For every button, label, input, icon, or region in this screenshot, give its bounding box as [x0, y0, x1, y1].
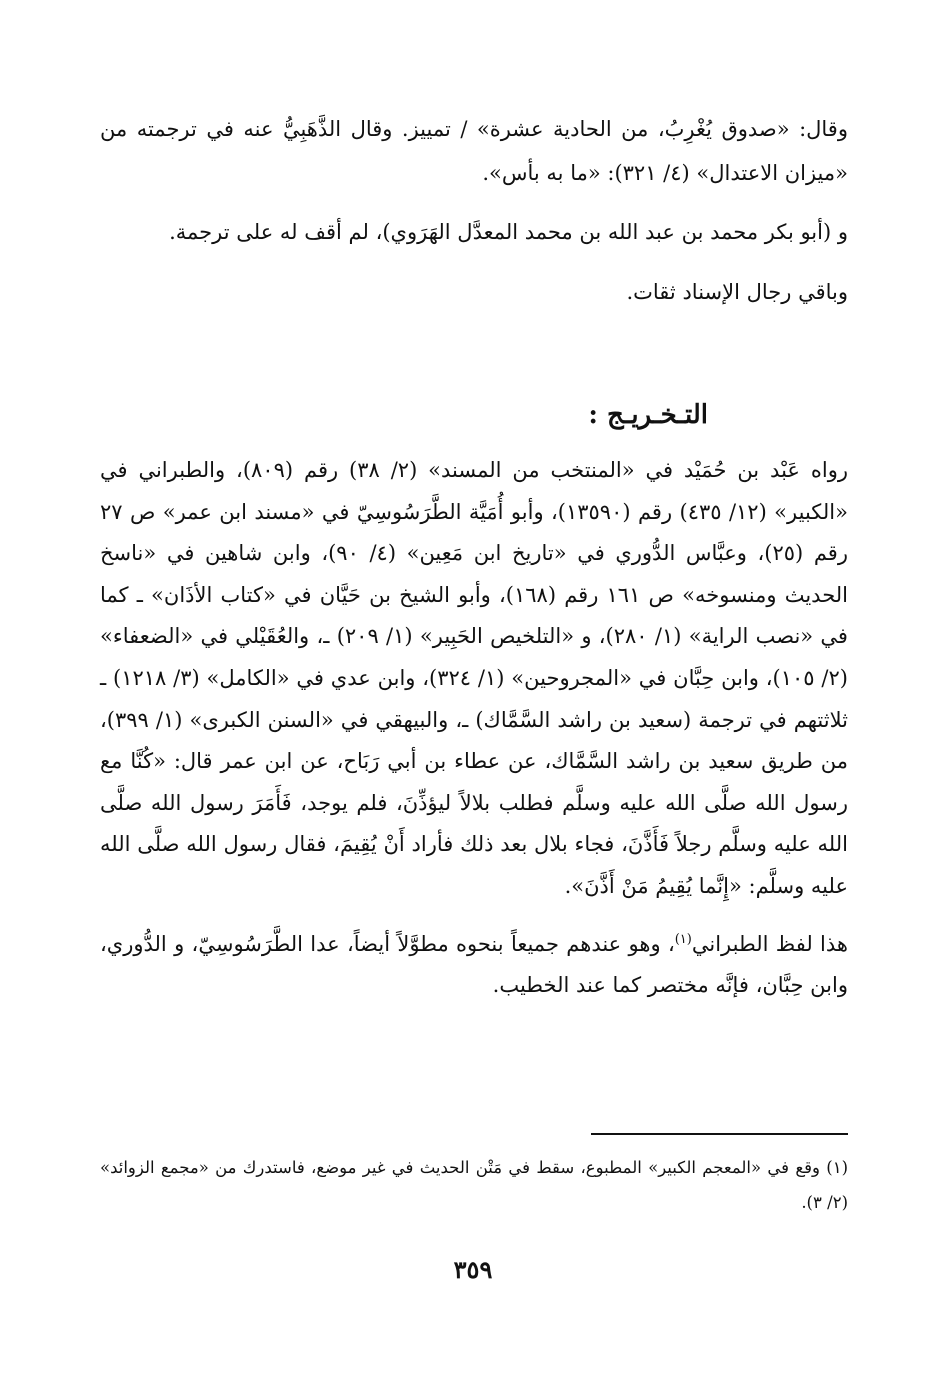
paragraph-closing	[100, 924, 848, 1007]
paragraph-narrator-note: وقال: «صدوق يُغْرِبُ، من الحادية عشرة» / تمييز. وقال الذَّهَبِيُّ عنه في ترجمته من «ميزان الاعتدال» (٤/ ٣٢١): «ما به بأس».	[100, 117, 848, 185]
page-number: ٣٥٩	[453, 1255, 493, 1284]
closing-text-start: هذا لفظ الطبراني	[691, 931, 848, 956]
takhrij-section	[100, 450, 848, 1023]
paragraph-remaining-narrators: وباقي رجال الإسناد ثقات.	[626, 279, 848, 304]
footnote-text: (١) وقع في «المعجم الكبير» المطبوع، سقط في مَتْن الحديث في غير موضع، فاستدرك من «مجمع الزوائد» (٢/ ٣).	[100, 1158, 848, 1212]
footnote-section	[100, 1150, 848, 1220]
paragraph-abu-bakr: و (أبو بكر محمد بن عبد الله بن محمد المعدَّل الهَرَوي)، لم أقف له على ترجمة.	[169, 220, 848, 244]
paragraph-takhrij: رواه عَبْد بن حُمَيْد في «المنتخب من المسند» (٢/ ٣٨) رقم (٨٠٩)، والطبراني في «الكبير» (١٢/ ٤٣٥) رقم (١٣٥٩٠)، وأبو أُمَيَّة الطَّرَسُوسِيّ في «مسند ابن عمر» ص ٢٧ رقم (٢٥)، وعبَّاس الدُّوري في «تاريخ ابن مَعِين» (٤/ ٩٠)، وابن شاهين في «ناسخ الحديث ومنسوخه» ص ١٦١ رقم (١٦٨)، وأبو الشيخ بن حَيَّان في «كتاب الأذَان» ـ كما في «نصب الراية» (١/ ٢٨٠)، و «التلخيص الحَبِير» (١/ ٢٠٩) ـ، والعُقَيْلي في «الضعفاء» (٢/ ١٠٥)، وابن حِبَّان في «المجروحين» (١/ ٣٢٤)، وابن عدي في «الكامل» (٣/ ١٢١٨) ـ ثلاثتهم في ترجمة (سعيد بن راشد السَّمَّاك) ـ، والبيهقي في «السنن الكبرى» (١/ ٣٩٩)، من طريق سعيد بن راشد السَّمَّاك، عن عطاء بن أبي رَبَاح، عن ابن عمر قال: «كُنَّا مع رسول الله صلَّى الله عليه وسلَّم فطلب بلالاً ليؤذِّنَ، فلم يوجد، فَأَمَرَ رسول الله صلَّى الله عليه وسلَّم رجلاً فَأَذَّنَ، فجاء بلال بعد ذلك فأراد أَنْ يُقِيمَ، فقال رسول الله صلَّى الله عليه وسلَّم: «إِنَّما يُقِيمُ مَنْ أَذَّنَ».	[100, 458, 848, 898]
footnote-marker: (١)	[674, 931, 692, 947]
opening-section	[100, 108, 848, 330]
section-heading: التـخـريـج :	[588, 400, 708, 430]
footnote-divider	[591, 1133, 848, 1135]
closing-text-end: ، وهو عندهم جميعاً بنحوه مطوَّلاً أيضاً، عدا الطَّرَسُوسِيّ، و الدُّوري، وابن حِبَّان، فإنَّه مختصر كما عند الخطيب.	[100, 931, 848, 998]
